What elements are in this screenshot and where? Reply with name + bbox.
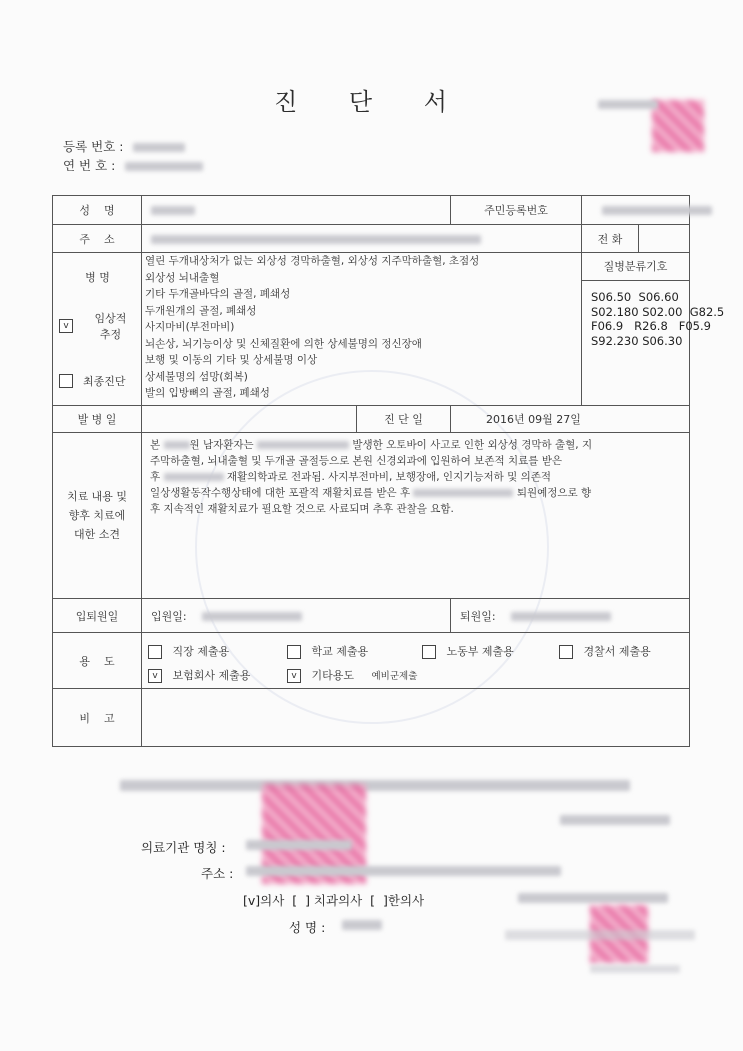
registration-number-row	[63, 137, 185, 155]
disease-code-label: 질병분류기호	[582, 253, 689, 281]
usage-label-cell	[53, 633, 142, 689]
opinion-label-cell	[53, 433, 142, 599]
opinion-fragment: 원 남자환자는	[189, 439, 254, 451]
opinion-cell	[142, 433, 690, 599]
doctor-type-line: [v]의사 [ ] 치과의사 [ ]한의사	[243, 893, 425, 908]
diagnoses-cell	[142, 253, 582, 406]
document-title: 진 단 서	[274, 88, 469, 116]
admission-label: 입퇴원일	[75, 609, 119, 623]
name-label-cell	[53, 196, 142, 225]
diag-date-label-cell	[357, 406, 451, 433]
opinion-text	[142, 433, 689, 517]
usage-workplace-option[interactable]	[148, 643, 229, 659]
address-redacted	[151, 235, 481, 244]
serial-number-redacted	[125, 162, 203, 171]
license-number-redacted	[518, 893, 668, 903]
admit-cell	[142, 599, 451, 633]
diagnosis-line: 두개원개의 골절, 폐쇄성	[145, 304, 257, 317]
disease-code-line: S02.180 S02.00 G82.5	[591, 304, 725, 319]
discharge-date-redacted	[511, 612, 611, 621]
remarks-label: 비 고	[79, 711, 115, 725]
certification-statement-redacted	[120, 780, 630, 791]
usage-other-note: 예비군제출	[371, 671, 418, 682]
diagnosis-line: 뇌손상, 뇌기능이상 및 신체질환에 의한 상세불명의 정신장애	[145, 337, 422, 350]
diagnosis-line: 열린 두개내상처가 없는 외상성 경막하출혈, 외상성 지주막하출혈, 초점성	[145, 255, 480, 267]
opinion-label: 치료 내용 및 향후 치료에 대한 소견	[66, 490, 128, 541]
redacted-top-right	[598, 100, 658, 109]
usage-insurance-label: 보험회사 제출용	[172, 669, 251, 682]
remarks-label-cell	[53, 689, 142, 747]
doctor-signature-redacted	[505, 930, 695, 940]
clinical-estimate-checkbox[interactable]	[59, 319, 73, 333]
hospital-stamp-top	[652, 100, 704, 152]
diagnosis-line: 사지마비(부전마비)	[145, 321, 235, 333]
diagnosis-line: 발의 입방뼈의 골절, 폐쇄성	[145, 387, 270, 399]
onset-label: 발 병 일	[77, 413, 117, 426]
rrn-redacted	[602, 206, 712, 215]
phone-label-cell	[582, 225, 639, 253]
clinical-estimate-check: v	[59, 319, 73, 333]
usage-workplace-label: 직장 제출용	[172, 645, 230, 658]
usage-other-option[interactable]	[287, 667, 417, 683]
doctor-name-redacted	[342, 920, 382, 930]
usage-police-checkbox	[559, 645, 573, 659]
registration-number-label: 등록 번호 :	[63, 139, 124, 154]
disease-code-line: S92.230 S06.30	[591, 333, 683, 348]
final-diagnosis-checkbox[interactable]	[59, 374, 73, 388]
usage-labor-checkbox	[422, 645, 436, 659]
opinion-fragment: 본	[150, 439, 161, 451]
institution-address-label: 주소 :	[201, 866, 234, 881]
phone-value-cell	[639, 225, 690, 253]
issue-date-redacted	[560, 815, 670, 825]
onset-label-cell	[53, 406, 142, 433]
admission-label-cell	[53, 599, 142, 633]
bottom-text-redacted	[590, 965, 680, 973]
usage-police-option[interactable]	[559, 643, 651, 659]
usage-labor-label: 노동부 제출용	[446, 645, 514, 658]
usage-workplace-checkbox	[148, 645, 162, 659]
phone-label: 전 화	[597, 232, 623, 246]
discharge-cell	[451, 599, 690, 633]
address-value-cell	[142, 225, 582, 253]
disease-code-line: S06.50 S06.60	[591, 290, 679, 304]
opinion-fragment: 일상생활동작수행상태에 대한 포괄적 재활치료를 받은 후	[150, 487, 411, 499]
opinion-line: 주막하출혈, 뇌내출혈 및 두개골 골절등으로 본원 신경외과에 입원하여 보존적 치료를 받은	[150, 455, 563, 467]
opinion-line: 후 지속적인 재활치료가 필요할 것으로 사료되며 추후 관찰을 요함.	[150, 503, 454, 515]
usage-insurance-checkbox: v	[148, 669, 162, 683]
final-diagnosis-check	[59, 374, 73, 388]
usage-labor-option[interactable]	[422, 643, 514, 659]
serial-number-row	[63, 156, 203, 174]
disease-code-line: F06.9 R26.8 F05.9	[591, 319, 711, 333]
opinion-fragment: 재활의학과로 전과됨. 사지부전마비, 보행장애, 인지기능저하 및 의존적	[226, 471, 552, 483]
opinion-fragment: 퇴원예정으로 향	[516, 487, 592, 499]
diagnosis-line: 상세불명의 섬망(회복)	[145, 370, 248, 383]
disease-label: 병 명	[85, 271, 110, 284]
diag-date-value: 2016년 09월 27일	[486, 413, 581, 426]
admit-label: 입원일:	[151, 609, 187, 623]
rrn-label-cell	[451, 196, 582, 225]
name-label: 성 명	[79, 204, 115, 217]
address-label: 주 소	[79, 232, 115, 246]
usage-insurance-option[interactable]	[148, 667, 250, 683]
opinion-fragment: 발생한 오토바이 사고로 인한 외상성 경막하 출혈, 지	[352, 439, 593, 451]
discharge-label: 퇴원일:	[460, 609, 496, 623]
rrn-label: 주민등록번호	[484, 204, 548, 217]
institution-label: 의료기관 명칭 :	[141, 840, 226, 855]
doctor-name-label: 성 명 :	[289, 920, 326, 935]
disease-label-cell	[53, 253, 142, 406]
redacted-date	[164, 473, 224, 481]
diagnosis-line: 기타 두개골바닥의 골절, 폐쇄성	[145, 288, 291, 300]
diagnosis-line: 외상성 뇌내출혈	[145, 271, 220, 284]
disease-code-cell	[582, 253, 725, 406]
usage-school-option[interactable]	[287, 643, 368, 659]
redacted-hospital	[164, 441, 190, 449]
diag-date-label: 진 단 일	[384, 413, 423, 426]
usage-other-checkbox: v	[287, 669, 301, 683]
usage-cell	[142, 633, 690, 689]
usage-other-label: 기타용도	[311, 669, 355, 682]
diag-date-value-cell	[451, 406, 690, 433]
diagnosis-line: 보행 및 이동의 기타 및 상세불명 이상	[145, 354, 318, 366]
rrn-value-cell	[582, 196, 690, 225]
registration-number-redacted	[133, 143, 185, 152]
usage-school-label: 학교 제출용	[311, 645, 369, 658]
onset-value-cell	[142, 406, 357, 433]
redacted-date	[257, 441, 349, 449]
serial-number-label: 연 번 호 :	[63, 158, 116, 173]
redacted-date	[413, 489, 513, 497]
institution-name-redacted	[246, 840, 352, 850]
clinical-estimate-label: 임상적 추정	[94, 312, 127, 341]
name-value-cell	[142, 196, 451, 225]
opinion-fragment: 후	[150, 471, 161, 483]
diagnosis-form-table	[52, 195, 725, 747]
usage-police-label: 경찰서 제출용	[583, 645, 651, 658]
usage-school-checkbox	[287, 645, 301, 659]
institution-address-redacted	[246, 866, 561, 876]
usage-label: 용 도	[79, 654, 115, 668]
address-label-cell	[53, 225, 142, 253]
final-diagnosis-label: 최종진단	[83, 375, 126, 388]
remarks-cell	[142, 689, 690, 747]
name-redacted	[151, 206, 195, 215]
admit-date-redacted	[202, 612, 302, 621]
